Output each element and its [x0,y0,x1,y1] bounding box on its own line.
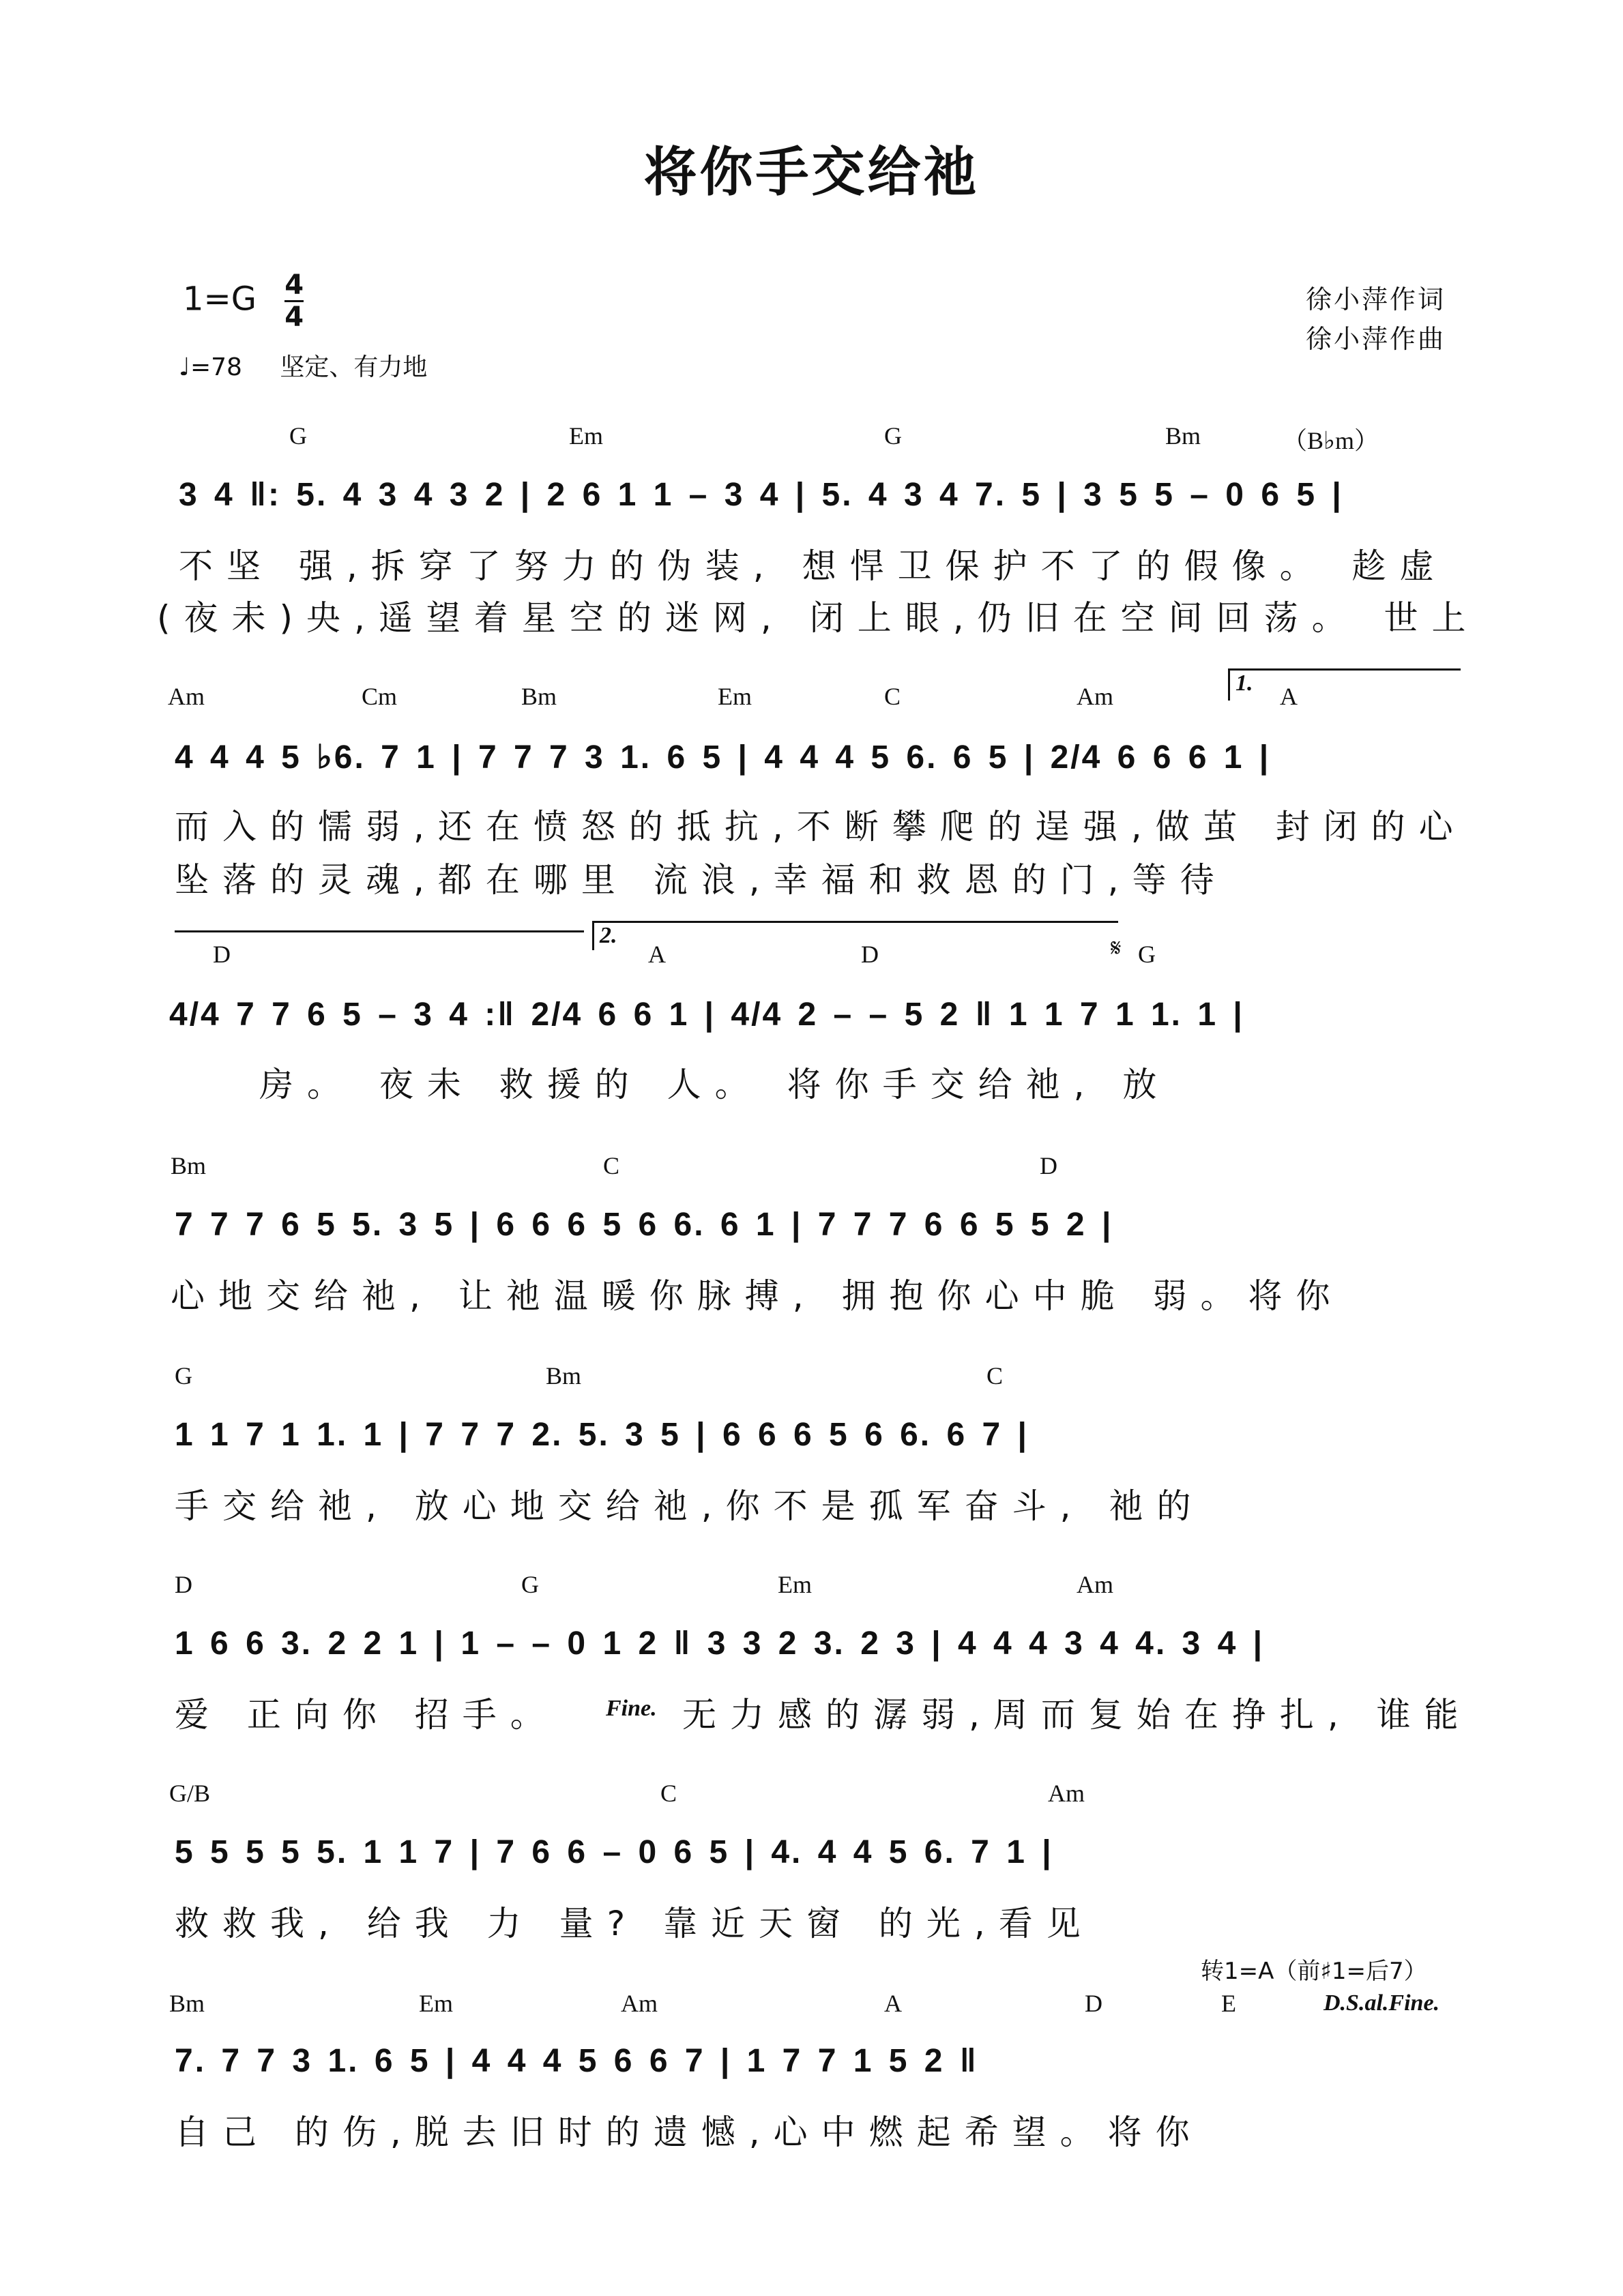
chord-symbol: Am [1077,683,1113,710]
ds-al-fine-marking: D.S.al.Fine. [1324,1990,1440,2016]
chord-symbol: Bm [521,683,557,710]
chord-symbol: Am [1048,1780,1085,1807]
notation-line: 1 6 6 3. 2 2 1 | 1 – – 0 1 2 ‖ 3 3 2 3. 2 3 | 4 4 4 3 4 4. 3 4 | [175,1625,1265,1662]
meter-top: 4 [284,269,304,301]
meter-bottom: 4 [284,301,304,333]
chord-symbol: E [1221,1990,1236,2017]
lyrics-verse-2: (夜未)央,遥望着星空的迷网, 闭上眼,仍旧在空间回荡。 世上 [157,598,1480,638]
lyrics-line: 救救我, 给我 力 量? 靠近天窗 的光,看见 [175,1904,1094,1943]
chord-symbol: G [884,422,902,450]
chord-symbol: C [660,1780,677,1807]
volta-bracket-2 [592,921,1118,950]
chord-symbol: D [1040,1152,1057,1179]
chord-symbol: D [175,1571,192,1598]
lyrics-line: 房。 夜未 救援的 人。 将你手交给祂, 放 [259,1065,1171,1104]
key-text: 1=G [183,280,257,319]
chord-symbol: Bm [169,1990,205,2017]
chord-symbol: G [289,422,307,450]
chord-symbol: Em [778,1571,812,1598]
time-signature [284,271,304,331]
chord-symbol: （B♭m） [1283,427,1379,454]
modulation-note: 转1=A（前♯1=后7） [1201,1958,1427,1985]
chord-symbol: A [1280,683,1298,710]
composer-credit: 徐小萍作曲 [1305,324,1446,354]
chord-symbol: Bm [1165,422,1201,450]
tempo-marking [179,348,427,383]
chord-symbol: D [213,941,231,968]
chord-symbol: D [861,941,879,968]
tempo-value: ♩=78 [179,353,242,381]
lyrics-line: 手交给祂, 放心地交给祂,你不是孤军奋斗, 祂的 [175,1486,1205,1526]
chord-symbol: Em [718,683,752,710]
notation-line: 4/4 7 7 6 5 – 3 4 :‖ 2/4 6 6 1 | 4/4 2 – – 5 2 ‖ 1 1 7 1 1. 1 | [169,997,1244,1033]
volta-label: 1. [1235,671,1253,696]
expression-marking: 坚定、有力地 [280,353,428,381]
lyrics-verse-2: 坠落的灵魂,都在哪里 流浪,幸福和救恩的门,等待 [175,860,1228,900]
chord-symbol: C [986,1362,1004,1389]
segno-sign: 𝄋 [1111,934,1122,962]
chord-symbol: G [521,1571,539,1598]
chord-symbol: C [884,683,901,710]
chord-symbol: D [1085,1990,1102,2017]
lyrics-line: 无力感的潺弱,周而复始在挣扎, 谁能 [682,1695,1472,1735]
lyrics-verse-1: 而入的懦弱,还在愤怒的抵抗,不断攀爬的逞强,做茧 封闭的心 [175,807,1467,847]
lyrics-line: 爱 正向你 招手。 [175,1695,558,1735]
volta-bracket-1 [1228,668,1461,701]
chord-symbol: G/B [169,1780,211,1807]
lyrics-verse-1: 不坚 强,拆穿了努力的伪装, 想悍卫保护不了的假像。 趁虚 [179,546,1448,586]
lyrics-line: 心地交给祂, 让祂温暖你脉搏, 拥抱你心中脆 弱。将你 [171,1276,1344,1316]
notation-line: 4 4 4 5 ♭6. 7 1 | 7 7 7 3 1. 6 5 | 4 4 4 5 6. 6 5 | 2/4 6 6 6 1 | [175,739,1271,776]
lyricist-credit: 徐小萍作词 [1305,284,1446,314]
chord-symbol: Cm [362,683,398,710]
key-signature [183,271,304,331]
fine-marking: Fine. [606,1696,657,1721]
chord-symbol: G [175,1362,192,1389]
notation-line: 3 4 ‖: 5. 4 3 4 3 2 | 2 6 1 1 – 3 4 | 5. 4 3 4 7. 5 | 3 5 5 – 0 6 5 | [179,477,1343,513]
chord-symbol: Bm [546,1362,582,1389]
chord-symbol: G [1138,941,1156,968]
notation-line: 7. 7 7 3 1. 6 5 | 4 4 4 5 6 6 7 | 1 7 7 1 5 2 ‖ [175,2043,978,2079]
chord-symbol: A [648,941,666,968]
chord-symbol: Em [569,422,603,450]
chord-symbol: A [884,1990,902,2017]
song-title: 将你手交给祂 [643,142,980,203]
chord-symbol: Bm [171,1152,207,1179]
chord-symbol: Em [419,1990,453,2017]
notation-line: 5 5 5 5 5. 1 1 7 | 7 6 6 – 0 6 5 | 4. 4 4 5 6. 7 1 | [175,1834,1053,1870]
chord-symbol: C [603,1152,620,1179]
notation-line: 7 7 7 6 5 5. 3 5 | 6 6 6 5 6 6. 6 1 | 7 7 7 6 6 5 5 2 | [175,1207,1113,1243]
volta-bracket-1-continued [175,930,584,932]
lyrics-line: 自己 的伤,脱去旧时的遗憾,心中燃起希望。将你 [175,2113,1203,2152]
volta-label: 2. [600,923,617,948]
chord-symbol: Am [621,1990,658,2017]
notation-line: 1 1 7 1 1. 1 | 7 7 7 2. 5. 3 5 | 6 6 6 5 6 6. 6 7 | [175,1417,1029,1453]
chord-symbol: Am [168,683,205,710]
chord-symbol: Am [1077,1571,1113,1598]
